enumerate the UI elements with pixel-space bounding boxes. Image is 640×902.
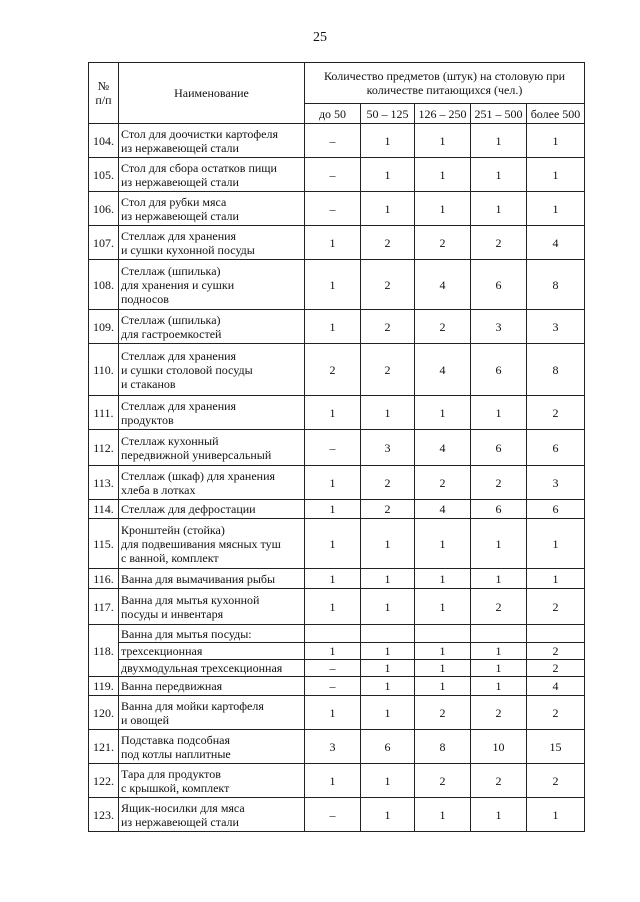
row-value: 2 bbox=[527, 696, 585, 730]
header-name: Наименование bbox=[119, 63, 305, 124]
row-number: 122. bbox=[89, 764, 119, 798]
subrow-name: трехсекционная bbox=[119, 643, 305, 660]
row-value: 1 bbox=[527, 192, 585, 226]
header-quantity-group: Количество предметов (штук) на столовую при количестве питающихся (чел.) bbox=[305, 63, 585, 104]
subrow-value: 2 bbox=[527, 660, 585, 677]
row-value: 6 bbox=[361, 730, 415, 764]
row-name: Стол для сбора остатков пищи из нержавеющей стали bbox=[119, 158, 305, 192]
row-value: 2 bbox=[361, 310, 415, 344]
row-value: 4 bbox=[415, 500, 471, 519]
subrow-value: 1 bbox=[415, 660, 471, 677]
header-sub: 50 – 125 bbox=[361, 104, 415, 124]
row-number: 104. bbox=[89, 124, 119, 158]
row-value: 15 bbox=[527, 730, 585, 764]
table-row bbox=[89, 764, 585, 798]
row-value: 4 bbox=[527, 677, 585, 696]
table-row bbox=[89, 192, 585, 226]
row-value: – bbox=[305, 677, 361, 696]
row-number: 110. bbox=[89, 344, 119, 396]
row-value: 1 bbox=[527, 798, 585, 832]
row-value: 1 bbox=[361, 124, 415, 158]
row-number: 108. bbox=[89, 260, 119, 310]
table-row bbox=[89, 396, 585, 430]
row-value: 1 bbox=[471, 519, 527, 569]
row-value: 2 bbox=[415, 310, 471, 344]
row-value: 4 bbox=[527, 226, 585, 260]
row-value: 2 bbox=[471, 466, 527, 500]
row-value: 1 bbox=[471, 798, 527, 832]
row-value: 2 bbox=[415, 466, 471, 500]
row-number: 109. bbox=[89, 310, 119, 344]
row-value: 1 bbox=[305, 696, 361, 730]
row-value: 1 bbox=[415, 519, 471, 569]
row-name: Стол для доочистки картофеля из нержавеющей стали bbox=[119, 124, 305, 158]
row-value: 2 bbox=[361, 226, 415, 260]
row-value: 1 bbox=[527, 158, 585, 192]
row-value: 1 bbox=[415, 798, 471, 832]
subrow-value: – bbox=[305, 660, 361, 677]
row-name: Ванна для мытья кухонной посуды и инвентаря bbox=[119, 589, 305, 625]
row-value: 1 bbox=[415, 192, 471, 226]
row-value: 3 bbox=[361, 430, 415, 466]
row-value: 2 bbox=[471, 226, 527, 260]
row-number: 105. bbox=[89, 158, 119, 192]
subrow-value: 1 bbox=[305, 643, 361, 660]
row-value: 1 bbox=[361, 158, 415, 192]
row-value: – bbox=[305, 158, 361, 192]
row-number: 112. bbox=[89, 430, 119, 466]
row-name: Стеллаж для хранения и сушки столовой посуды и стаканов bbox=[119, 344, 305, 396]
row-name: Ванна для вымачивания рыбы bbox=[119, 569, 305, 589]
row-value: 2 bbox=[471, 764, 527, 798]
row-value: 1 bbox=[415, 124, 471, 158]
subrow-value: 1 bbox=[415, 643, 471, 660]
table-header bbox=[89, 63, 585, 124]
row-value: 1 bbox=[305, 226, 361, 260]
row-name: Стеллаж для хранения и сушки кухонной посуды bbox=[119, 226, 305, 260]
row-value: 4 bbox=[415, 344, 471, 396]
row-name: Стеллаж (шкаф) для хранения хлеба в лотках bbox=[119, 466, 305, 500]
table-row bbox=[89, 677, 585, 696]
table-row bbox=[89, 798, 585, 832]
row-value: 1 bbox=[471, 124, 527, 158]
row-value: 2 bbox=[527, 589, 585, 625]
row-value: 2 bbox=[471, 696, 527, 730]
header-sub: более 500 bbox=[527, 104, 585, 124]
table-row bbox=[89, 158, 585, 192]
row-value: 1 bbox=[361, 696, 415, 730]
row-value: 1 bbox=[527, 124, 585, 158]
row-value: 8 bbox=[527, 344, 585, 396]
row-value: 1 bbox=[527, 569, 585, 589]
equipment-table bbox=[88, 62, 585, 832]
row-number: 113. bbox=[89, 466, 119, 500]
row-name: Стол для рубки мяса из нержавеющей стали bbox=[119, 192, 305, 226]
table-row bbox=[89, 226, 585, 260]
row-value: 1 bbox=[305, 589, 361, 625]
table-row bbox=[89, 500, 585, 519]
row-name: Стеллаж (шпилька) для хранения и сушки подносов bbox=[119, 260, 305, 310]
row-name: Кронштейн (стойка) для подвешивания мясных туш с ванной, комплект bbox=[119, 519, 305, 569]
row-value: 1 bbox=[361, 764, 415, 798]
row-value: 6 bbox=[471, 430, 527, 466]
row-number: 118. bbox=[89, 625, 119, 677]
row-name: Ванна передвижная bbox=[119, 677, 305, 696]
table-row bbox=[89, 730, 585, 764]
row-value: 2 bbox=[305, 344, 361, 396]
row-name: Ящик-носилки для мяса из нержавеющей стали bbox=[119, 798, 305, 832]
row-name: Тара для продуктов с крышкой, комплект bbox=[119, 764, 305, 798]
table-row bbox=[89, 696, 585, 730]
row-value: 1 bbox=[361, 569, 415, 589]
row-value: 1 bbox=[471, 192, 527, 226]
row-value: 1 bbox=[415, 589, 471, 625]
row-value: 1 bbox=[415, 569, 471, 589]
row-value: 3 bbox=[527, 466, 585, 500]
subrow-value: 1 bbox=[361, 643, 415, 660]
row-value: 1 bbox=[361, 798, 415, 832]
row-value: 2 bbox=[361, 344, 415, 396]
row-value: 4 bbox=[415, 430, 471, 466]
table-body bbox=[89, 124, 585, 625]
table-body-after bbox=[89, 677, 585, 832]
subrow-value: 1 bbox=[471, 660, 527, 677]
header-number: № п/п bbox=[89, 63, 119, 124]
table-row bbox=[89, 344, 585, 396]
subrow-value: 1 bbox=[471, 643, 527, 660]
row-value: 6 bbox=[527, 430, 585, 466]
row-value: 1 bbox=[305, 310, 361, 344]
row-name: Стеллаж кухонный передвижной универсальный bbox=[119, 430, 305, 466]
row-value: 4 bbox=[415, 260, 471, 310]
row-value: 2 bbox=[361, 260, 415, 310]
table-row bbox=[89, 430, 585, 466]
header-sub: 126 – 250 bbox=[415, 104, 471, 124]
row-number: 117. bbox=[89, 589, 119, 625]
row-number: 123. bbox=[89, 798, 119, 832]
row-value: 2 bbox=[361, 466, 415, 500]
row-value: 1 bbox=[415, 158, 471, 192]
subrow-value: 2 bbox=[527, 643, 585, 660]
row-number: 115. bbox=[89, 519, 119, 569]
row-name: Стеллаж для дефростации bbox=[119, 500, 305, 519]
row-value: 1 bbox=[305, 569, 361, 589]
row-name: Стеллаж для хранения продуктов bbox=[119, 396, 305, 430]
row-name: Ванна для мойки картофеля и овощей bbox=[119, 696, 305, 730]
row-value: 8 bbox=[415, 730, 471, 764]
row-value: 1 bbox=[361, 192, 415, 226]
row-value: 1 bbox=[361, 396, 415, 430]
subrow-value: 1 bbox=[361, 660, 415, 677]
row-value: 6 bbox=[471, 500, 527, 519]
row-value: 6 bbox=[471, 344, 527, 396]
row-value: – bbox=[305, 798, 361, 832]
row-value: 1 bbox=[305, 500, 361, 519]
row-value: 3 bbox=[305, 730, 361, 764]
table-body-118 bbox=[89, 625, 585, 677]
row-number: 116. bbox=[89, 569, 119, 589]
row-value: 3 bbox=[471, 310, 527, 344]
row-name: Ванна для мытья посуды: bbox=[119, 625, 305, 643]
row-value: – bbox=[305, 430, 361, 466]
page-number: 25 bbox=[313, 30, 327, 45]
row-name: Стеллаж (шпилька) для гастроемкостей bbox=[119, 310, 305, 344]
row-value: 1 bbox=[471, 569, 527, 589]
header-sub: до 50 bbox=[305, 104, 361, 124]
row-value: 2 bbox=[415, 764, 471, 798]
row-number: 120. bbox=[89, 696, 119, 730]
row-value: – bbox=[305, 124, 361, 158]
table-row bbox=[89, 589, 585, 625]
table-row bbox=[89, 569, 585, 589]
row-value: 2 bbox=[415, 226, 471, 260]
row-value: – bbox=[305, 192, 361, 226]
table-row bbox=[89, 519, 585, 569]
row-number: 121. bbox=[89, 730, 119, 764]
table-row bbox=[89, 260, 585, 310]
table-subrow bbox=[89, 660, 585, 677]
table-subrow bbox=[89, 643, 585, 660]
row-value: 1 bbox=[305, 260, 361, 310]
row-number: 114. bbox=[89, 500, 119, 519]
row-value: 1 bbox=[361, 677, 415, 696]
row-value: 8 bbox=[527, 260, 585, 310]
row-number: 111. bbox=[89, 396, 119, 430]
row-value: 2 bbox=[471, 589, 527, 625]
header-sub: 251 – 500 bbox=[471, 104, 527, 124]
row-number: 119. bbox=[89, 677, 119, 696]
row-value: 2 bbox=[361, 500, 415, 519]
table-row bbox=[89, 124, 585, 158]
row-value: 1 bbox=[415, 677, 471, 696]
row-value: 1 bbox=[305, 519, 361, 569]
row-value: 3 bbox=[527, 310, 585, 344]
row-value: 1 bbox=[471, 396, 527, 430]
row-value: 1 bbox=[527, 519, 585, 569]
row-value: 2 bbox=[415, 696, 471, 730]
row-value: 1 bbox=[305, 466, 361, 500]
row-value: 1 bbox=[415, 396, 471, 430]
row-value: 2 bbox=[527, 764, 585, 798]
row-value: 1 bbox=[361, 519, 415, 569]
row-value: 1 bbox=[471, 158, 527, 192]
row-number: 107. bbox=[89, 226, 119, 260]
row-number: 106. bbox=[89, 192, 119, 226]
row-value: 1 bbox=[361, 589, 415, 625]
row-value: 6 bbox=[471, 260, 527, 310]
row-name: Подставка подсобная под котлы наплитные bbox=[119, 730, 305, 764]
row-value: 10 bbox=[471, 730, 527, 764]
table-row bbox=[89, 466, 585, 500]
row-value: 6 bbox=[527, 500, 585, 519]
row-value: 2 bbox=[527, 396, 585, 430]
row-value: 1 bbox=[305, 396, 361, 430]
row-value: 1 bbox=[471, 677, 527, 696]
table-row bbox=[89, 310, 585, 344]
subrow-name: двухмодульная трехсекционная bbox=[119, 660, 305, 677]
row-value: 1 bbox=[305, 764, 361, 798]
